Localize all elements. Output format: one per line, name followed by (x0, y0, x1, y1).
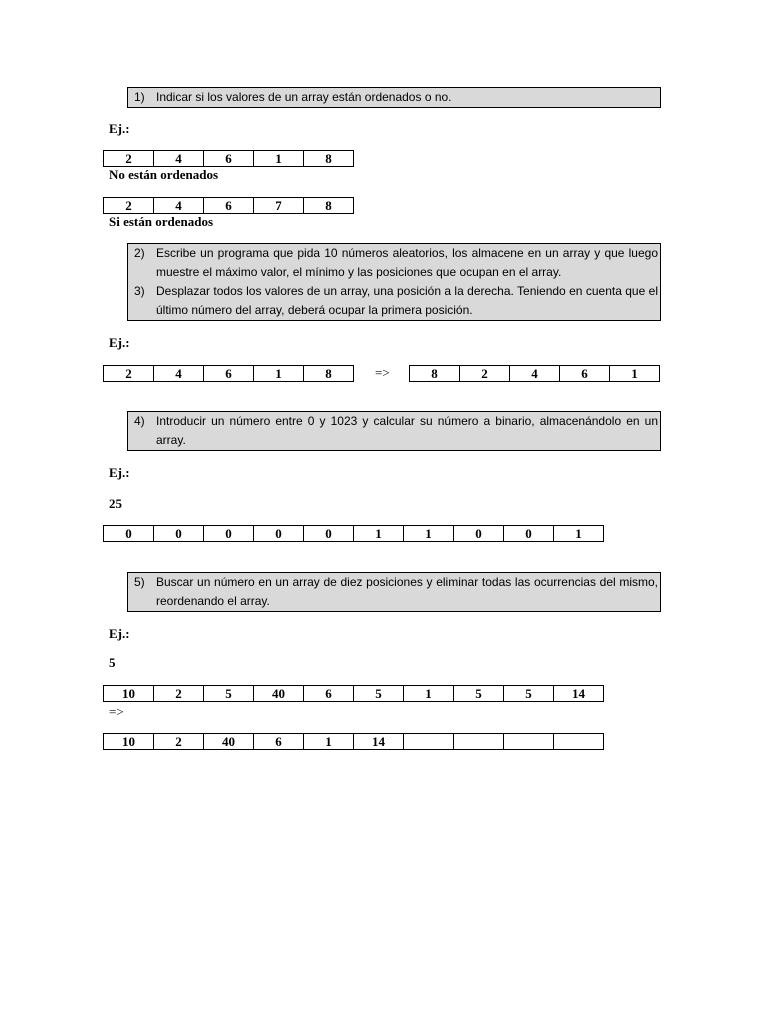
array-table (103, 525, 604, 542)
exercise-3-item (134, 282, 658, 320)
exercise-text: Escribe un programa que pida 10 números aleatorios, los almacene en un array y que luego muestre el máximo valor, el mínimo y las posiciones que ocupan en el array. (156, 246, 658, 279)
array-cell: 6 (204, 366, 254, 382)
exercise-1-item (134, 88, 658, 107)
array-cell: 8 (304, 366, 354, 382)
array-cell: 5 (354, 686, 404, 702)
input-value: 25 (109, 496, 122, 511)
array-cell: 0 (204, 526, 254, 542)
array-cell: 10 (104, 686, 154, 702)
exercise-text: Introducir un número entre 0 y 1023 y calcular su número a binario, almacenándolo en un array. (156, 414, 658, 447)
array-row (104, 151, 354, 167)
array-cell: 0 (154, 526, 204, 542)
example-label: Ej.: (109, 465, 130, 480)
array-cell: 5 (504, 686, 554, 702)
array-cell: 4 (154, 151, 204, 167)
exercise-text: Desplazar todos los valores de un array, una posición a la derecha. Teniendo en cuenta que el último número del array, deberá ocupar la primera posición. (156, 284, 658, 317)
array-cell: 40 (254, 686, 304, 702)
array-table (103, 150, 354, 167)
array-row (410, 366, 660, 382)
exercise-5-item (134, 573, 658, 611)
example-label: Ej.: (109, 335, 130, 350)
exercise-2-item (134, 244, 658, 282)
arrow-text: => (375, 365, 390, 380)
array-cell: 14 (354, 734, 404, 750)
array-row (104, 198, 354, 214)
array-cell: 6 (560, 366, 610, 382)
array-cell: 0 (304, 526, 354, 542)
exercise-text: Buscar un número en un array de diez posiciones y eliminar todas las ocurrencias del mismo, reordenando el array. (156, 575, 658, 608)
example-label: Ej.: (109, 626, 130, 641)
array-cell: 8 (410, 366, 460, 382)
array-cell: 2 (104, 198, 154, 214)
array-cell: 1 (404, 526, 454, 542)
array-cell (554, 734, 604, 750)
exercise-4-box (127, 411, 661, 451)
exercise-number: 2) (134, 246, 145, 260)
exercise-1-box (127, 87, 661, 108)
result-text: No están ordenados (109, 167, 219, 182)
array-table (103, 733, 604, 750)
array-cell (454, 734, 504, 750)
array-cell: 14 (554, 686, 604, 702)
array-cell (404, 734, 454, 750)
array-cell: 0 (454, 526, 504, 542)
arrow-text: => (109, 704, 124, 719)
array-cell: 1 (404, 686, 454, 702)
array-cell: 6 (204, 151, 254, 167)
array-cell: 6 (254, 734, 304, 750)
input-value: 5 (109, 655, 116, 670)
exercise-number: 1) (134, 90, 145, 104)
array-cell: 1 (304, 734, 354, 750)
array-cell: 2 (460, 366, 510, 382)
array-cell: 7 (254, 198, 304, 214)
array-cell: 0 (254, 526, 304, 542)
array-cell: 1 (554, 526, 604, 542)
array-table (103, 197, 354, 214)
array-cell (504, 734, 554, 750)
exercise-number: 4) (134, 414, 145, 428)
array-row (104, 366, 354, 382)
array-cell: 1 (254, 151, 304, 167)
array-cell: 4 (510, 366, 560, 382)
array-cell: 1 (254, 366, 304, 382)
exercise-2-3-box (127, 243, 661, 321)
array-cell: 2 (104, 151, 154, 167)
array-cell: 10 (104, 734, 154, 750)
example-label: Ej.: (109, 121, 130, 136)
exercise-text: Indicar si los valores de un array están ordenados o no. (156, 90, 452, 104)
array-cell: 40 (204, 734, 254, 750)
array-cell: 0 (104, 526, 154, 542)
array-table (409, 365, 660, 382)
array-table (103, 685, 604, 702)
result-text: Si están ordenados (109, 214, 214, 229)
array-row (104, 734, 604, 750)
exercise-number: 3) (134, 284, 145, 298)
array-cell: 8 (304, 198, 354, 214)
exercise-4-item (134, 412, 658, 450)
array-table (103, 365, 354, 382)
array-row (104, 686, 604, 702)
array-cell: 5 (204, 686, 254, 702)
exercise-number: 5) (134, 575, 145, 589)
array-cell: 8 (304, 151, 354, 167)
array-cell: 2 (104, 366, 154, 382)
array-cell: 6 (204, 198, 254, 214)
array-cell: 6 (304, 686, 354, 702)
array-cell: 0 (504, 526, 554, 542)
array-row (104, 526, 604, 542)
array-cell: 5 (454, 686, 504, 702)
exercise-5-box (127, 572, 661, 612)
array-cell: 2 (154, 734, 204, 750)
array-cell: 4 (154, 366, 204, 382)
array-cell: 1 (354, 526, 404, 542)
array-cell: 4 (154, 198, 204, 214)
array-cell: 1 (610, 366, 660, 382)
array-cell: 2 (154, 686, 204, 702)
